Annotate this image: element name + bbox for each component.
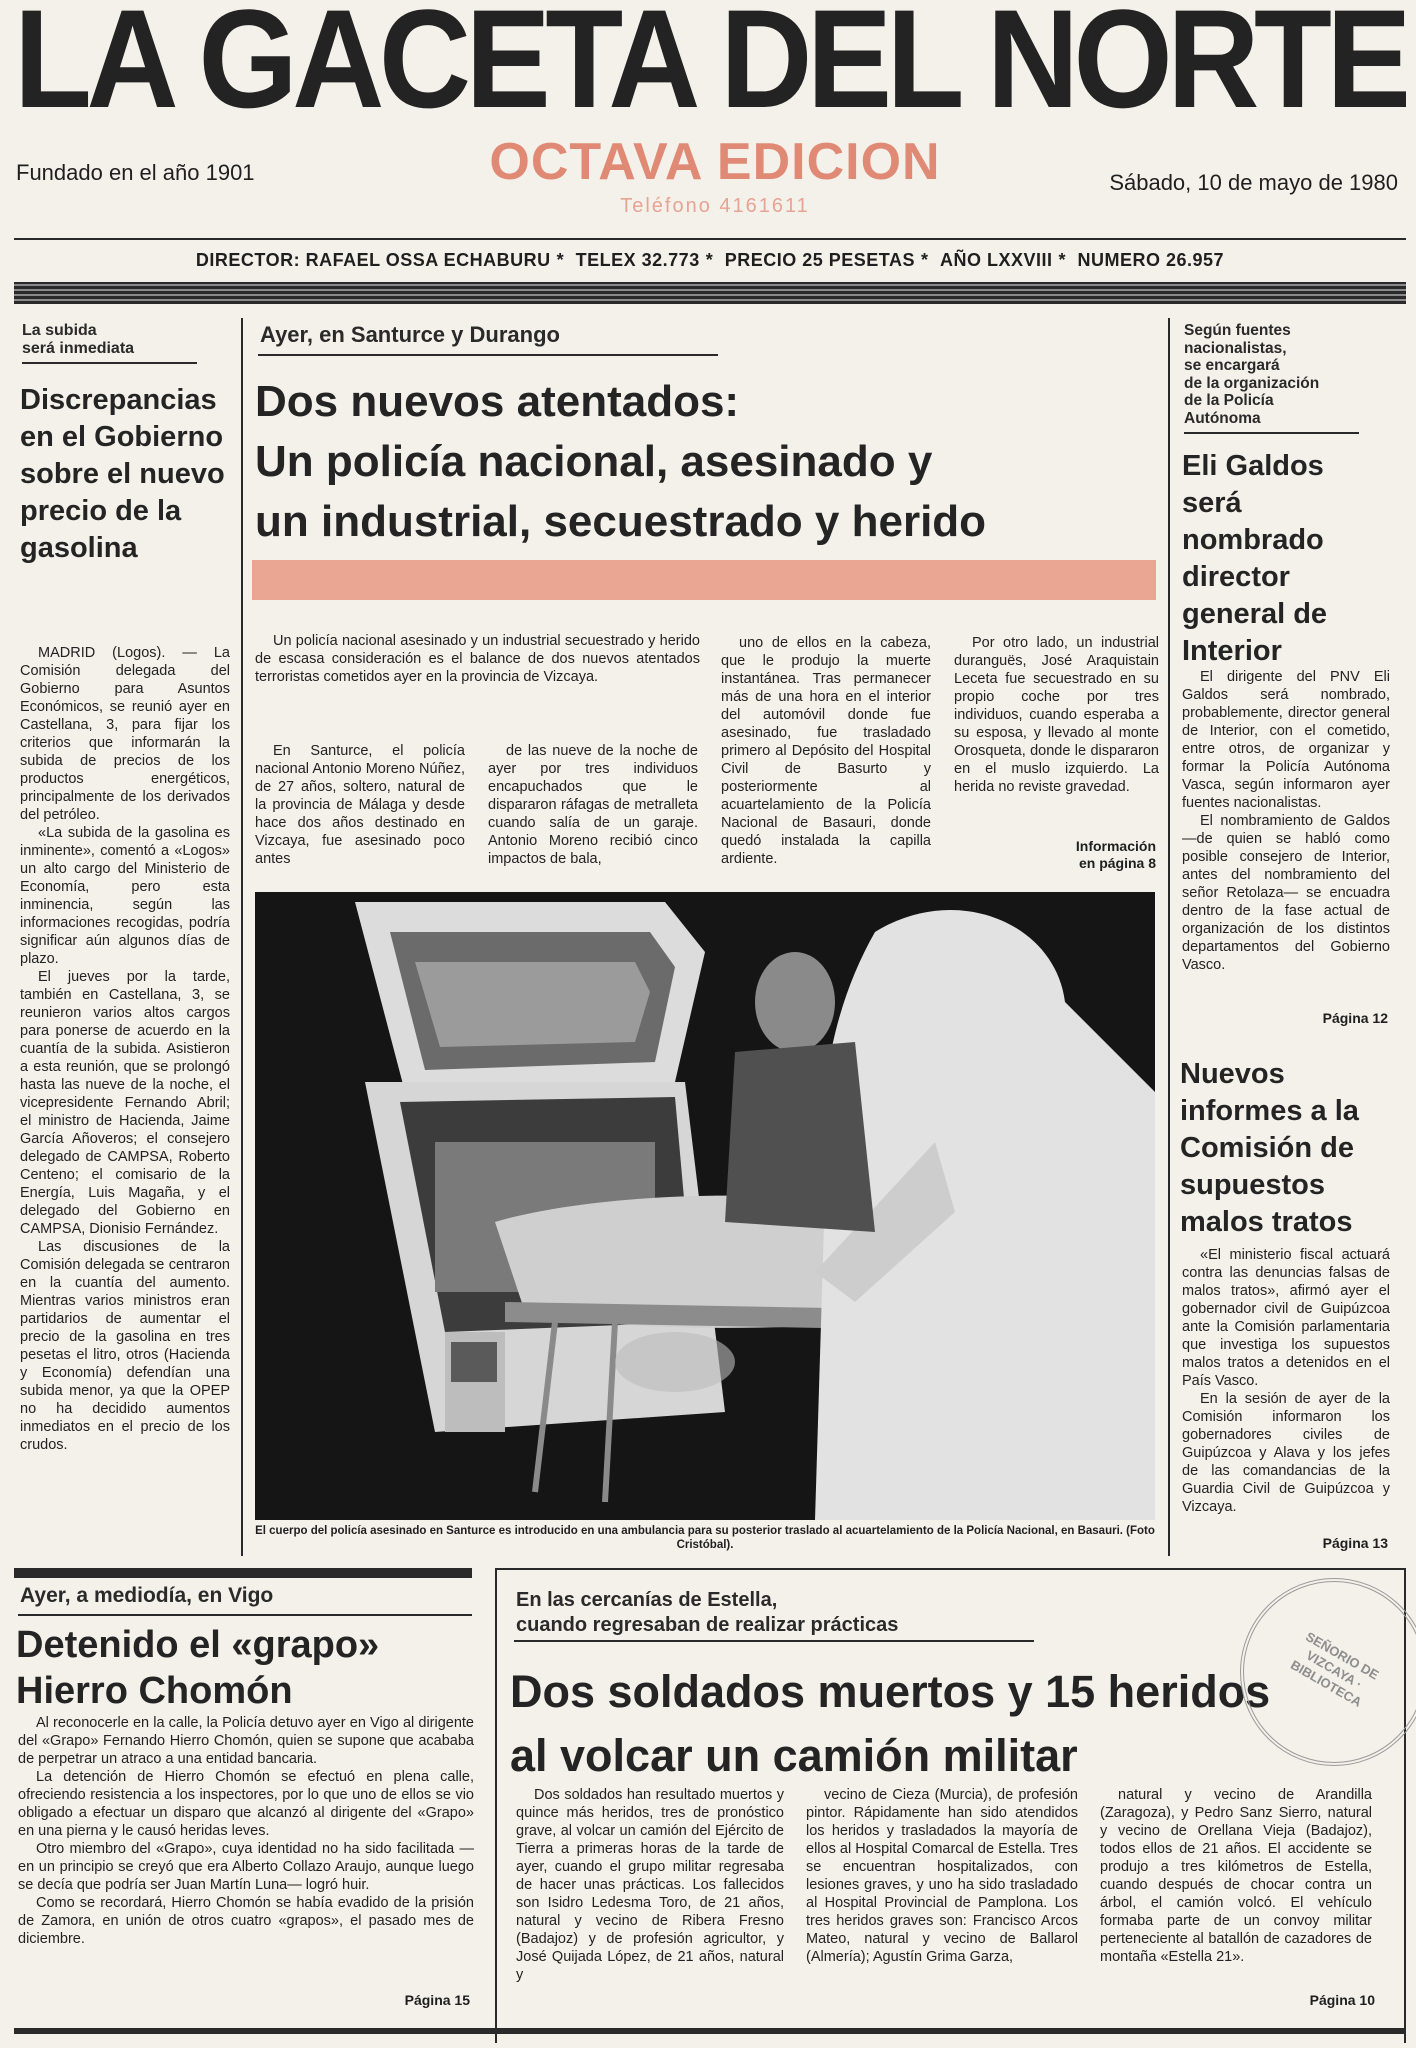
paragraph: Por otro lado, un industrial duranguës, José Araquistain Leceta fue secuestrado en su propio coche por tres individuos, cuando esperaba a su esposa, y llevado al monte Orosqueta, donde le dispararon en el muslo izquierdo. La herida no reviste gravedad. [954,635,1159,795]
main-kicker: Ayer, en Santurce y Durango [260,322,560,347]
paragraph: MADRID (Logos). — La Comisión delegada del Gobierno para Asuntos Económicos, se reunió ayer en Castellana, 3, para fijar los criterios que informarán la subida de precios de los productos energéticos, principalmente de los derivados del petróleo. [20,645,230,823]
paragraph: El nombramiento de Galdos —de quien se habló como posible consejero de Interior, antes del nombramiento del señor Retolaza— se encuadra dentro de la fase actual de organización de los distintos departamentos del Gobierno Vasco. [1182,813,1390,973]
main-col2 [488,742,698,868]
left-kicker: La subida será inmediata [22,322,135,357]
paragraph: «La subida de la gasolina es inminente», comentó a «Logos» un alto cargo del Ministerio de Economía, pero esta inminencia, según las informaciones recogidas, podría significar aún algunos días de plazo. [20,825,230,967]
bottom-right-col3 [1100,1786,1372,1966]
kicker-rule [1184,432,1359,434]
main-headline: Dos nuevos atentados: Un policía nacional, asesinado y un industrial, secuestrado y herido [255,377,987,546]
main-col1 [255,742,465,868]
price-info: PRECIO 25 PESETAS [724,250,915,270]
kicker-rule [22,362,197,364]
paragraph: El dirigente del PNV Eli Galdos será nombrado, probablemente, director general de Interior, con el cometido, entre otros, de organizar y formar la Policía Autónoma Vasca, según informaron ayer fuentes nacionalistas. [1182,669,1390,811]
right-headline-2: Nuevos informes a la Comisión de supuestos malos tratos [1180,1058,1359,1238]
bottom-right-page-ref[interactable]: Página 10 [1309,1992,1375,2008]
column-divider [1168,318,1170,1556]
director-info: DIRECTOR: RAFAEL OSSA ECHABURU [195,250,551,270]
stamp-text: SEÑORIO DE VIZCAYA · BIBLIOTECA [1288,1628,1382,1710]
issue-date: Sábado, 10 de mayo de 1980 [1109,170,1398,195]
right-page-ref-1[interactable]: Página 12 [1322,1010,1388,1026]
photo-illustration [255,892,1155,1520]
paragraph: La detención de Hierro Chomón se efectuó en plena calle, ofreciendo resistencia a los inspectores, por lo que uno de ellos se vio obligado a efectuar un disparo que alcanzó al dirigente del «Grapo» en una pierna y le causó heridas leves. [18,1769,474,1839]
main-col4 [954,634,1159,796]
main-more-link[interactable]: Información en página 8 [1075,838,1156,871]
phone-number: Teléfono 4161611 [620,195,810,217]
masthead-hatch-rule [14,282,1406,304]
bottom-right-kicker: En las cercanías de Estella, cuando regresaban de realizar prácticas [516,1589,899,1636]
bottom-right-col2 [806,1786,1078,1966]
bottom-right-headline: Dos soldados muertos y 15 heridos al volcar un camión militar [510,1666,1271,1781]
column-divider [241,318,243,1556]
right-headline-1: Eli Galdos será nombrado director general de Interior [1182,450,1328,667]
paragraph: natural y vecino de Arandilla (Zaragoza), y Pedro Sanz Sierro, natural y vecino de Orellana Vieja (Badajoz), todos ellos de 21 años. El accidente se produjo a tres kilómetros de Estella, cuando después de chocar contra un árbol, el camión volcó. El vehículo formaba parte de un convoy militar perteneciente al batallón de cazadores de montaña «Estella 21». [1100,1787,1372,1965]
bottom-left-bar [14,1568,472,1578]
left-headline: Discrepancias en el Gobierno sobre el nuevo precio de la gasolina [20,384,225,564]
paragraph: Las discusiones de la Comisión delegada se centraron en la cuantía del aumento. Mientras varios ministros eran partidarios de aumentar el precio de la gasolina en tres pesetas el litro, otros (Hacienda y Economía) defendían una subida menor, ya que la OPEP no ha decidido aumentos inmediatos en el precio de los crudos. [20,1239,230,1453]
paragraph: En Santurce, el policía nacional Antonio Moreno Núñez, de 27 años, soltero, natural de la provincia de Málaga y desde hace dos años destinado en Vizcaya, fue asesinado poco antes [255,743,465,867]
paragraph: En la sesión de ayer de la Comisión informaron los gobernadores civiles de Guipúzcoa y Alava y los jefes de las comandancias de la Guardia Civil de Guipúzcoa y Vizcaya. [1182,1391,1390,1515]
top-rule [14,238,1406,240]
paragraph: Al reconocerle en la calle, la Policía detuvo ayer en Vigo al dirigente del «Grapo» Fernando Hierro Chomón, quien se supone que acababa de perpetrar un atraco a una entidad bancaria. [18,1715,474,1767]
paragraph: uno de ellos en la cabeza, que le produjo la muerte instantánea. Tras permanecer más de una hora en el interior del automóvil donde fue asesinado, fue trasladado primero al Depósito del Hospital Civil de Basurto y posteriormente al acuartelamiento de la Policía Nacional de Basauri, donde quedó instalada la capilla ardiente. [721,635,931,867]
right-body-1 [1182,668,1390,974]
bottom-left-page-ref[interactable]: Página 15 [404,1992,470,2008]
paragraph: Dos soldados han resultado muertos y quince más heridos, tres de pronóstico grave, al volcar un camión del Ejército de Tierra a primeras horas de la tarde de ayer, cuando el grupo militar regresaba de hacer unas prácticas. Los fallecidos son Isidro Ledesma Toro, de 21 años, natural y vecino de Ribera Fresno (Badajoz) y de profesión agricultor, y José Quijada López, de 21 años, natural y [516,1787,784,1983]
paragraph: «El ministerio fiscal actuará contra las denuncias falsas de malos tratos», afirmó ayer el gobernador civil de Guipúzcoa ante la Comisión parlamentaria que investiga los supuestos malos tratos a detenidos en el País Vasco. [1182,1247,1390,1389]
paragraph: Otro miembro del «Grapo», cuya identidad no ha sido facilitada —en un principio se creyó que era Alberto Collazo Araujo, aunque luego se decía que podría ser Juan Martín Luna— logró huir. [18,1841,474,1893]
kicker-rule [514,1640,1034,1642]
kicker-rule [18,1614,472,1616]
paragraph: Como se recordará, Hierro Chomón se había evadido de la prisión de Zamora, en unión de otros cuatro «grapos», el pasado mes de diciembre. [18,1895,474,1947]
main-col3 [721,634,931,868]
number-info: NUMERO 26.957 [1077,250,1225,270]
right-page-ref-2[interactable]: Página 13 [1322,1535,1388,1551]
photo-caption: El cuerpo del policía asesinado en Santurce es introducido en una ambulancia para su posterior traslado al acuartelamiento de la Policía Nacional, en Basauri. (Foto Cristóbal). [255,1525,1155,1551]
box-top-rule [495,1568,1406,1570]
right-kicker: Según fuentes nacionalistas, se encargará de la organización de la Policía Autónoma [1184,322,1320,427]
news-photo-ambulance [255,892,1155,1520]
paragraph: Un policía nacional asesinado y un industrial secuestrado y herido de escasa consideración es el balance de dos nuevos atentados terroristas cometidos ayer en la provincia de Vizcaya. [255,633,700,685]
info-bar: DIRECTOR: RAFAEL OSSA ECHABURU * TELEX 32.773 * PRECIO 25 PESETAS * AÑO LXXVIII * NUMERO 26.957 [195,250,1225,270]
library-stamp [1240,1578,1416,1766]
bottom-left-body [18,1714,474,1948]
left-body [20,644,230,1454]
column-divider [495,1568,497,2043]
kicker-rule [258,354,718,356]
bottom-rule [14,2028,1406,2034]
telex-info: TELEX 32.773 [575,250,700,270]
bottom-left-headline: Detenido el «grapo» Hierro Chomón [16,1624,380,1712]
paragraph: vecino de Cieza (Murcia), de profesión pintor. Rápidamente han sido atendidos los heridos y trasladados la mayoría de ellos al Hospital Comarcal de Estella. Tres se encuentran hospitalizados, con lesiones graves, y uno ha sido trasladado al Hospital Provincial de Pamplona. Los tres heridos graves son: Francisco Arcos Mateo, natural y vecino de Ballarol (Almería); Agustín Grima Garza, [806,1787,1078,1965]
bottom-right-col1 [516,1786,784,1984]
founded-date: Fundado en el año 1901 [16,160,255,185]
masthead-title: LA GACETA DEL NORTE [14,0,1406,118]
right-body-2 [1182,1246,1390,1516]
headline-color-band [252,560,1156,600]
paragraph: de las nueve de la noche de ayer por tres individuos encapuchados que le dispararon ráfagas de metralleta cuando salía de un garaje. Antonio Moreno recibió cinco impactos de bala, [488,743,698,867]
edition-label: OCTAVA EDICION [489,133,941,191]
paragraph: El jueves por la tarde, también en Castellana, 3, se reunieron varios altos cargos para ponerse de acuerdo en la cuantía de la subida. Asistieron a esta reunión, que se prolongó hasta las nueve de la noche, el vicepresidente Fernando Abril; el ministro de Hacienda, Jaime García Añoveros; el consejero delegado de CAMPSA, Roberto Centeno; el comisario de la Energía, Luis Magaña, y el delegado del Gobierno en CAMPSA, Dionisio Fernández. [20,969,230,1237]
bottom-left-kicker: Ayer, a mediodía, en Vigo [20,1584,274,1607]
year-info: AÑO LXXVIII [939,250,1053,270]
main-lead [255,632,700,686]
